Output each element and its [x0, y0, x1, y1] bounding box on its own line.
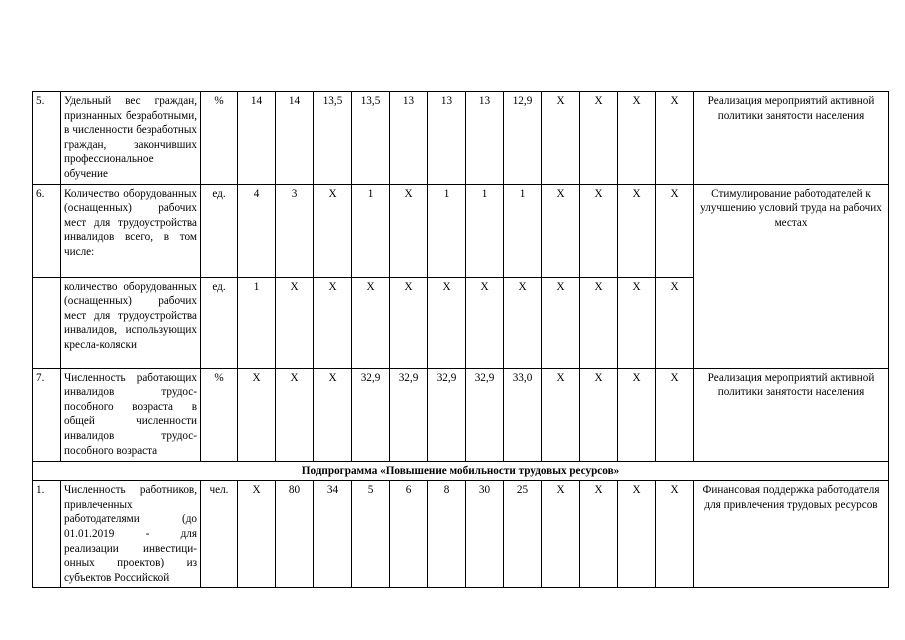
value-cell: 13 — [466, 92, 504, 185]
value-cell: Х — [352, 277, 390, 368]
indicator-name: Количество оборудованных (оснащенных) рабочих мест для трудоустройства инвалидов всего, в том числе: — [61, 184, 201, 277]
row-number: 6. — [33, 184, 61, 277]
value-cell: 32,9 — [466, 368, 504, 461]
value-cell: 34 — [314, 481, 352, 588]
value-cell: Х — [238, 481, 276, 588]
value-cell: 3 — [276, 184, 314, 277]
value-cell: Х — [618, 368, 656, 461]
value-cell: Х — [618, 92, 656, 185]
row-number: 7. — [33, 368, 61, 461]
unit-cell: ед. — [201, 184, 238, 277]
value-cell: Х — [656, 184, 694, 277]
value-cell: Х — [314, 184, 352, 277]
indicator-name: Численность работающих инвалидов трудоспособного возраста в общей численности инвалидов трудоспособного возраста — [61, 368, 201, 461]
indicator-name: Удельный вес граждан, признанных безработными, в численности безработных граждан, закончивших профессиональное обучение — [61, 92, 201, 185]
value-cell: 30 — [466, 481, 504, 588]
value-cell: Х — [580, 277, 618, 368]
unit-cell: ед. — [201, 277, 238, 368]
value-cell: 32,9 — [352, 368, 390, 461]
value-cell: Х — [618, 184, 656, 277]
subprogram-title: Подпрограмма «Повышение мобильности трудовых ресурсов» — [33, 461, 889, 481]
value-cell: Х — [542, 184, 580, 277]
row-number: 5. — [33, 92, 61, 185]
value-cell: 6 — [390, 481, 428, 588]
value-cell: 13,5 — [352, 92, 390, 185]
value-cell: 13 — [428, 92, 466, 185]
value-cell: 8 — [428, 481, 466, 588]
unit-cell: % — [201, 92, 238, 185]
unit-cell: чел. — [201, 481, 238, 588]
value-cell: 80 — [276, 481, 314, 588]
subprogram-header-row — [33, 461, 889, 481]
value-cell: 14 — [276, 92, 314, 185]
value-cell: Х — [656, 277, 694, 368]
measure-note: Реализация мероприятий активной политики занятости населения — [694, 368, 889, 461]
value-cell: Х — [314, 368, 352, 461]
table-row — [33, 481, 889, 588]
indicator-name: количество оборудованных (оснащенных) рабочих мест для трудоустройства инвалидов, использующих кресла-коляски — [61, 277, 201, 368]
value-cell: Х — [504, 277, 542, 368]
value-cell: Х — [656, 92, 694, 185]
table-row — [33, 92, 889, 185]
value-cell: 13,5 — [314, 92, 352, 185]
value-cell: Х — [428, 277, 466, 368]
value-cell: Х — [238, 368, 276, 461]
value-cell: 25 — [504, 481, 542, 588]
value-cell: Х — [276, 368, 314, 461]
value-cell: 33,0 — [504, 368, 542, 461]
value-cell: Х — [580, 481, 618, 588]
value-cell: 12,9 — [504, 92, 542, 185]
value-cell: Х — [314, 277, 352, 368]
value-cell: Х — [542, 277, 580, 368]
value-cell: Х — [656, 481, 694, 588]
value-cell: Х — [580, 368, 618, 461]
value-cell: 5 — [352, 481, 390, 588]
value-cell: Х — [542, 92, 580, 185]
table-row — [33, 184, 889, 277]
value-cell: 32,9 — [390, 368, 428, 461]
row-number — [33, 277, 61, 368]
value-cell: 1 — [466, 184, 504, 277]
measure-note: Реализация мероприятий активной политики занятости населения — [694, 92, 889, 185]
indicator-name: Численность работников, привлеченных работодателями (до 01.01.2019 - для реализации инвестиционных проектов) из субъектов Российской — [61, 481, 201, 588]
value-cell: Х — [542, 481, 580, 588]
row-number: 1. — [33, 481, 61, 588]
unit-cell: % — [201, 368, 238, 461]
indicators-table — [32, 91, 889, 588]
measure-note: Финансовая поддержка работодателя для привлечения трудовых ресурсов — [694, 481, 889, 588]
value-cell: 1 — [238, 277, 276, 368]
value-cell: 32,9 — [428, 368, 466, 461]
value-cell: Х — [466, 277, 504, 368]
value-cell: 4 — [238, 184, 276, 277]
value-cell: Х — [580, 184, 618, 277]
value-cell: Х — [618, 277, 656, 368]
value-cell: Х — [390, 184, 428, 277]
value-cell: 1 — [352, 184, 390, 277]
value-cell: 14 — [238, 92, 276, 185]
value-cell: Х — [580, 92, 618, 185]
value-cell: Х — [542, 368, 580, 461]
value-cell: 1 — [428, 184, 466, 277]
measure-note: Стимулирование работодателей к улучшению условий труда на рабочих местах — [694, 184, 889, 368]
value-cell: Х — [656, 368, 694, 461]
value-cell: 1 — [504, 184, 542, 277]
value-cell: 13 — [390, 92, 428, 185]
value-cell: Х — [276, 277, 314, 368]
value-cell: Х — [618, 481, 656, 588]
table-row — [33, 368, 889, 461]
value-cell: Х — [390, 277, 428, 368]
